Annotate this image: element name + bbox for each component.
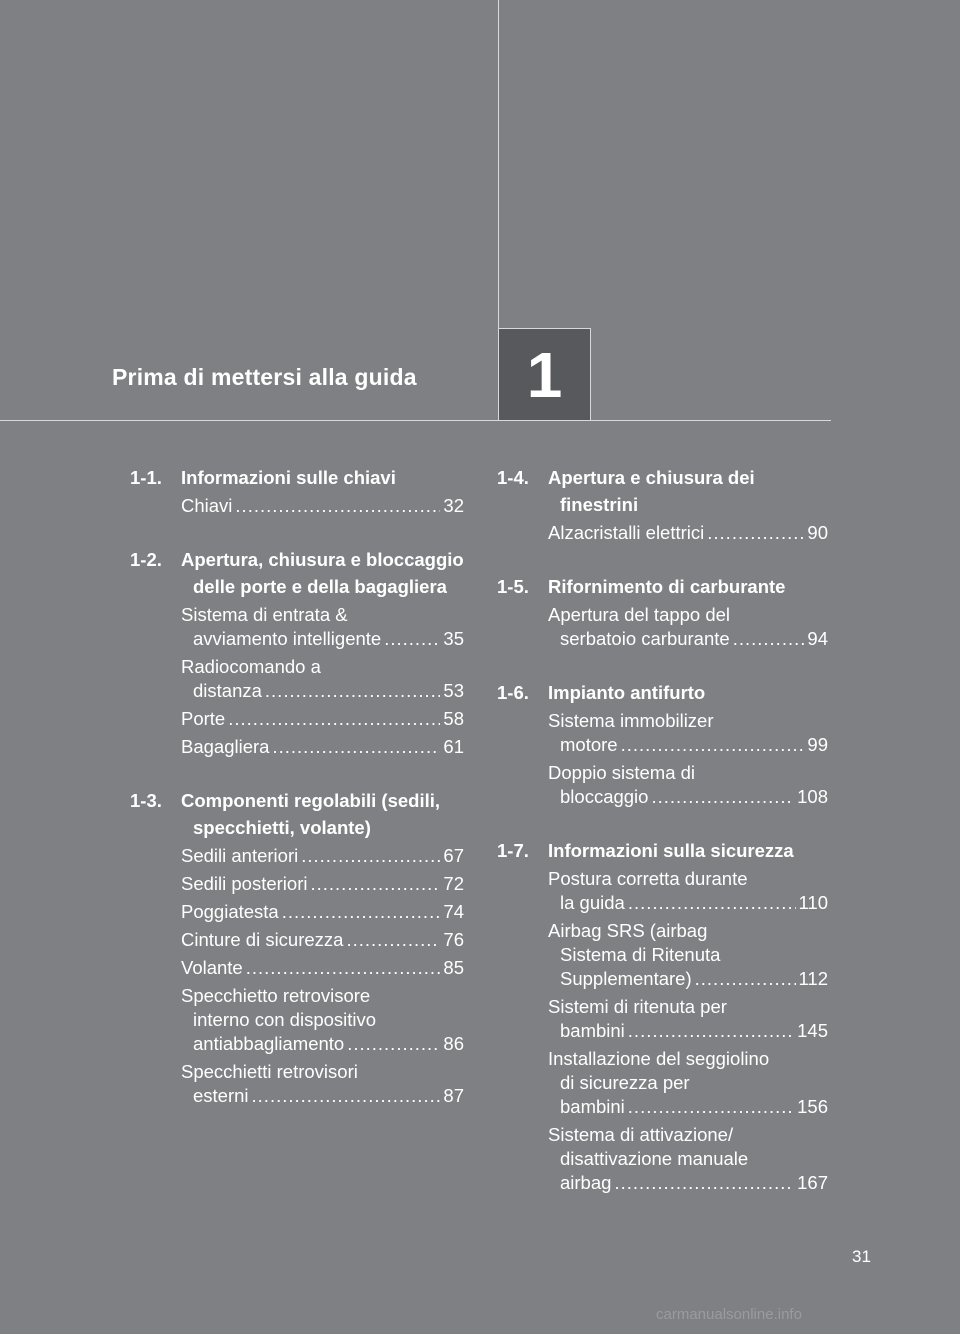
entry-text: avviamento intelligente <box>193 628 382 649</box>
toc-entry[interactable] <box>548 709 828 757</box>
entry-text: Sedili posteriori <box>181 873 308 894</box>
entry-text: Alzacristalli elettrici <box>548 522 705 543</box>
entry-page-number: 94 <box>807 628 828 649</box>
toc-entry[interactable] <box>181 872 464 896</box>
watermark: carmanualsonline.info <box>656 1306 802 1323</box>
toc-entry[interactable] <box>548 603 828 651</box>
entry-page-number: 99 <box>807 734 828 755</box>
dot-leader <box>228 707 440 731</box>
dot-leader <box>235 494 440 518</box>
chapter-number-tab <box>498 328 591 420</box>
toc-entry[interactable] <box>548 761 828 809</box>
dot-leader <box>651 785 794 809</box>
entry-text: Volante <box>181 957 243 978</box>
dot-leader <box>384 627 440 651</box>
section-number: 1-4. <box>497 467 529 488</box>
section-number: 1-6. <box>497 682 529 703</box>
toc-entry[interactable] <box>181 984 464 1056</box>
toc-section <box>130 787 464 1108</box>
dot-leader <box>265 679 441 703</box>
toc-section <box>497 837 828 1195</box>
entry-text: esterni <box>193 1085 249 1106</box>
entry-page-number: 32 <box>443 495 464 516</box>
entry-text: Specchietti retrovisori <box>181 1061 358 1082</box>
entry-text: bambini <box>560 1020 625 1041</box>
entry-page-number: 167 <box>797 1172 828 1193</box>
entry-page-number: 35 <box>443 628 464 649</box>
entry-page-number: 58 <box>443 708 464 729</box>
dot-leader <box>282 900 441 924</box>
section-heading[interactable] <box>497 837 828 864</box>
top-divider-vertical <box>498 0 499 328</box>
entry-text: Porte <box>181 708 226 729</box>
section-number: 1-7. <box>497 840 529 861</box>
entry-page-number: 145 <box>797 1020 828 1041</box>
dot-leader <box>707 521 804 545</box>
toc-entry[interactable] <box>181 928 464 952</box>
entry-text: distanza <box>193 680 262 701</box>
toc-entry[interactable] <box>181 1060 464 1108</box>
toc-column-right <box>497 464 828 1223</box>
entry-text: Supplementare) <box>560 968 692 989</box>
toc-section <box>130 546 464 759</box>
entry-text: serbatoio carburante <box>560 628 730 649</box>
toc-entry[interactable] <box>181 844 464 868</box>
section-title: Informazioni sulla sicurezza <box>548 840 794 861</box>
entry-text: antiabbagliamento <box>193 1033 345 1054</box>
header-divider <box>0 420 831 421</box>
section-title: Rifornimento di carburante <box>548 576 786 597</box>
entry-text: Airbag SRS (airbag <box>548 920 708 941</box>
entry-text: Doppio sistema di <box>548 762 696 783</box>
dot-leader <box>310 872 440 896</box>
entry-page-number: 112 <box>798 968 828 989</box>
toc-entry[interactable] <box>181 900 464 924</box>
dot-leader <box>301 844 440 868</box>
entry-page-number: 67 <box>443 845 464 866</box>
chapter-number: 1 <box>526 338 563 411</box>
entry-text: bloccaggio <box>560 786 649 807</box>
section-heading[interactable] <box>130 787 464 841</box>
entry-text: Radiocomando a <box>181 656 321 677</box>
entry-text: Cinture di sicurezza <box>181 929 344 950</box>
entry-text: Postura corretta durante <box>548 868 748 889</box>
entry-text: Sedili anteriori <box>181 845 299 866</box>
dot-leader <box>246 956 441 980</box>
toc-section <box>497 464 828 545</box>
toc-entry[interactable] <box>548 521 828 545</box>
dot-leader <box>733 627 805 651</box>
toc-entry[interactable] <box>548 1123 828 1195</box>
dot-leader <box>614 1171 794 1195</box>
section-heading[interactable] <box>497 679 828 706</box>
toc-entry[interactable] <box>181 707 464 731</box>
entry-text: bambini <box>560 1096 625 1117</box>
entry-page-number: 85 <box>443 957 464 978</box>
entry-text: Chiavi <box>181 495 233 516</box>
section-title: Apertura e chiusura dei finestrini <box>548 467 755 515</box>
section-heading[interactable] <box>130 464 464 491</box>
toc-section <box>497 679 828 809</box>
dot-leader <box>628 1095 794 1119</box>
toc-entry[interactable] <box>548 867 828 915</box>
entry-page-number: 87 <box>443 1085 464 1106</box>
entry-page-number: 110 <box>798 892 828 913</box>
section-heading[interactable] <box>497 573 828 600</box>
dot-leader <box>272 735 440 759</box>
toc-section <box>497 573 828 651</box>
entry-page-number: 90 <box>807 522 828 543</box>
entry-text: Specchietto retrovisore <box>181 985 371 1006</box>
chapter-title: Prima di mettersi alla guida <box>112 364 417 390</box>
entry-page-number: 72 <box>443 873 464 894</box>
page-number: 31 <box>852 1247 871 1266</box>
entry-page-number: 53 <box>443 680 464 701</box>
dot-leader <box>621 733 805 757</box>
toc-section <box>130 464 464 518</box>
entry-page-number: 86 <box>443 1033 464 1054</box>
dot-leader <box>695 967 796 991</box>
dot-leader <box>628 1019 794 1043</box>
entry-page-number: 76 <box>443 929 464 950</box>
section-number: 1-2. <box>130 549 162 570</box>
entry-text: Sistema di attivazione/ <box>548 1124 734 1145</box>
entry-text: interno con dispositivo <box>193 1009 377 1030</box>
toc-entry[interactable] <box>181 603 464 651</box>
entry-text: Sistema di Ritenuta <box>560 944 721 965</box>
toc-entry[interactable] <box>181 494 464 518</box>
entry-text: airbag <box>560 1172 612 1193</box>
entry-text: Bagagliera <box>181 736 270 757</box>
section-heading[interactable] <box>497 464 828 518</box>
section-number: 1-5. <box>497 576 529 597</box>
entry-text: motore <box>560 734 618 755</box>
toc-entry[interactable] <box>548 919 828 991</box>
toc-entry[interactable] <box>548 995 828 1043</box>
entry-text: Installazione del seggiolino <box>548 1048 770 1069</box>
entry-page-number: 74 <box>443 901 464 922</box>
toc-entry[interactable] <box>181 956 464 980</box>
section-title: Impianto antifurto <box>548 682 706 703</box>
dot-leader <box>347 1032 440 1056</box>
entry-text: Apertura del tappo del <box>548 604 731 625</box>
toc-column-left <box>130 464 464 1136</box>
section-number: 1-1. <box>130 467 162 488</box>
entry-text: la guida <box>560 892 625 913</box>
dot-leader <box>252 1084 441 1108</box>
entry-text: Sistema immobilizer <box>548 710 714 731</box>
section-heading[interactable] <box>130 546 464 600</box>
entry-text: Sistemi di ritenuta per <box>548 996 727 1017</box>
section-title: Informazioni sulle chiavi <box>181 467 396 488</box>
dot-leader <box>628 891 796 915</box>
entry-text: di sicurezza per <box>560 1072 690 1093</box>
section-number: 1-3. <box>130 790 162 811</box>
toc-entry[interactable] <box>181 735 464 759</box>
entry-page-number: 156 <box>797 1096 828 1117</box>
section-title: Componenti regolabili (sedili, specchietti, volante) <box>181 790 441 838</box>
entry-page-number: 108 <box>797 786 828 807</box>
section-title: Apertura, chiusura e bloccaggio delle porte e della bagagliera <box>181 549 464 597</box>
entry-text: Poggiatesta <box>181 901 279 922</box>
toc-entry[interactable] <box>548 1047 828 1119</box>
entry-text: disattivazione manuale <box>560 1148 749 1169</box>
toc-entry[interactable] <box>181 655 464 703</box>
entry-page-number: 61 <box>443 736 464 757</box>
dot-leader <box>346 928 440 952</box>
entry-text: Sistema di entrata & <box>181 604 348 625</box>
